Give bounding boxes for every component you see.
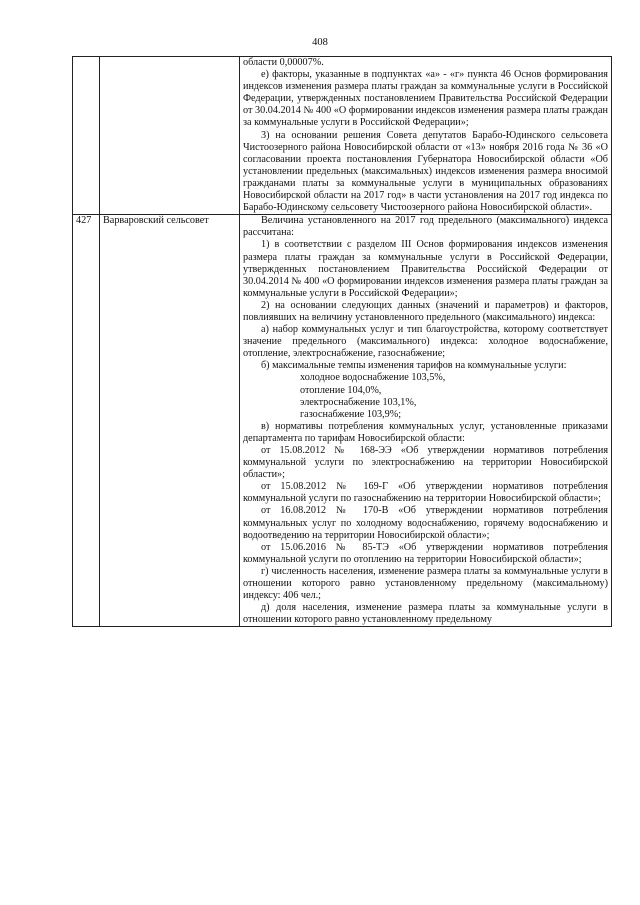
paragraph: г) численность населения, изменение размера платы за коммунальные услуги в отношении которого равно установленному предельному (максимальному) индексу: 406 чел.; (243, 565, 608, 602)
paragraph: газоснабжение 103,9%; (300, 408, 402, 420)
paragraph: Величина установленного на 2017 год предельного (максимального) индекса рассчитана: (243, 215, 608, 239)
page-number: 408 (312, 37, 328, 48)
paragraph: д) доля населения, изменение размера платы за коммунальные услуги в отношении которого равно установленному предельному (243, 602, 608, 626)
justification-text-cell (240, 215, 612, 627)
paragraph: в) нормативы потребления коммунальных услуг, установленные приказами департамента по тарифам Новосибирской области: (243, 420, 608, 444)
justification-text-cell (240, 57, 612, 215)
paragraph: электроснабжение 103,1%, (300, 396, 417, 408)
table-row (73, 57, 612, 215)
row-number-cell: 427 (73, 215, 100, 627)
paragraph: б) максимальные темпы изменения тарифов на коммунальные услуги: (261, 360, 567, 372)
paragraph: от 15.08.2012 № 168-ЭЭ «Об утверждении нормативов потребления коммунальной услуги по электроснабжению на территории Новосибирской области»; (243, 445, 608, 481)
municipality-name-cell (100, 57, 240, 215)
paragraph: от 16.08.2012 № 170-В «Об утверждении нормативов потребления коммунальных услуг по холодному водоснабжению, горячему водоснабжению и водоотведению на территории Новосибирской области»; (243, 505, 608, 541)
paragraph: е) факторы, указанные в подпунктах «а» - «г» пункта 46 Основ формирования индексов изменения размера платы граждан за коммунальные услуги в Российской Федерации, утвержденных постановлением Правительства Российской Федерации от 30.04.2014 № 400 «О формировании индексов изменения размера платы граждан за коммунальные услуги в Российской Федерации»; (243, 69, 608, 129)
table-row (73, 215, 612, 627)
paragraph: от 15.08.2012 № 169-Г «Об утверждении нормативов потребления коммунальной услуги по газоснабжению на территории Новосибирской области»; (243, 481, 608, 505)
paragraph: 2) на основании следующих данных (значений и параметров) и факторов, повлиявших на величину установленного предельного (максимального) индекса: (243, 299, 608, 323)
paragraph: а) набор коммунальных услуг и тип благоустройства, которому соответствует значение предельного (максимального) индекса: холодное водоснабжение, отопление, электроснабжение, газоснабжение; (243, 324, 608, 360)
paragraph: отопление 104,0%, (300, 384, 382, 396)
paragraph: от 15.06.2016 № 85-ТЭ «Об утверждении нормативов потребления коммунальной услуги по отоплению на территории Новосибирской области»; (243, 541, 608, 565)
paragraph: холодное водоснабжение 103,5%, (300, 372, 446, 384)
paragraph: области 0,00007%. (243, 57, 324, 68)
municipality-name-cell: Варваровский сельсовет (100, 215, 240, 627)
row-number-cell (73, 57, 100, 215)
paragraph: 3) на основании решения Совета депутатов Барабо-Юдинского сельсовета Чистоозерного района Новосибирской области от «13» ноября 2016 года № 36 «О согласовании проекта постановления Губернатора Новосибирской области «Об установлении предельных (максимальных) индексов изменения размера вносимой гражданами платы за коммунальные услуги в муниципальных образованиях Новосибирской области на 2017 год» в части установления на 2017 год индекса по Барабо-Юдинскому сельсовету Чистоозерного района Новосибирской области». (243, 129, 608, 214)
table-body (73, 57, 612, 627)
paragraph: 1) в соответствии с разделом III Основ формирования индексов изменения размера платы граждан за коммунальные услуги в Российской Федерации, утвержденных постановлением Правительства Российской Федерации от 30.04.2014 № 400 «О формировании индексов изменения размера платы граждан за коммунальные услуги в Российской Федерации»; (243, 239, 608, 299)
document-table (72, 56, 612, 627)
